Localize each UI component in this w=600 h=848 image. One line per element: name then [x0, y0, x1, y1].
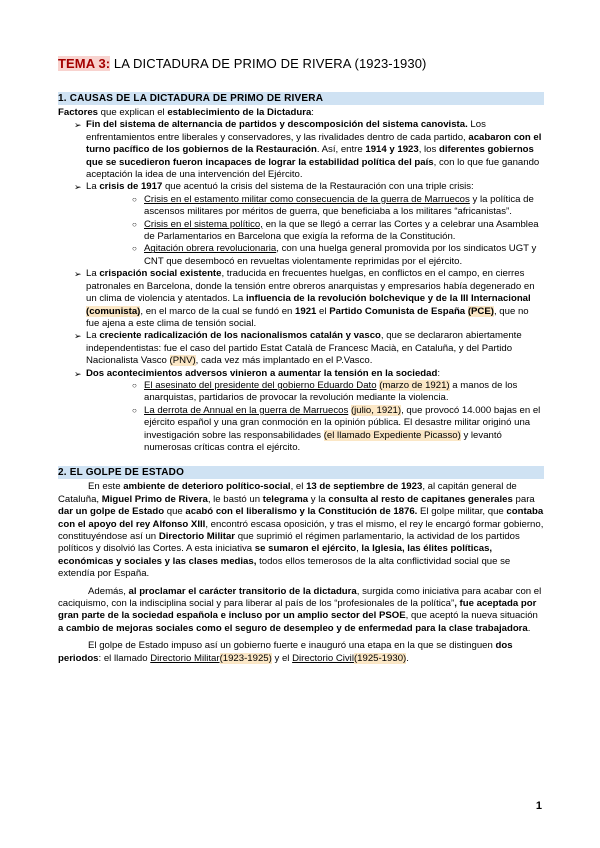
paragraph: En este ambiente de deterioro político-social, el 13 de septiembre de 1923, al capitán general de Cataluña, Miguel Primo de Rivera, le bastó un telegrama y la consulta al resto de capitanes generales para dar un golpe de Estado que acabó con el liberalismo y la Constitución de 1876. El golpe militar, que contaba con el apoyo del rey Alfonso XIII, encontró escasa oposición, y tras el mismo, el rey le encargó formar gobierno, constituyéndose así un Directorio Militar que suprimió el régimen parlamentario, la actividad de los partidos políticos y disolvió las Cortes. A esta iniciativa se sumaron el ejército, la Iglesia, las élites políticas, económicas y sociales y las clases medias, todos ellos temerosos de la alta conflictividad social que se extendía por España. — [58, 481, 544, 580]
circle-bullet-icon: ○ — [132, 219, 137, 229]
arrow-bullet-icon: ➢ — [74, 269, 82, 280]
sub-bullet-item: ○ Agitación obrera revolucionaria, con una huelga general promovida por los sindicatos UGT y CNT que desembocó en revueltas violentamente reprimidas por el ejército. — [132, 243, 537, 267]
paragraph: El golpe de Estado impuso así un gobierno fuerte e inauguró una etapa en la que se distinguen dos periodos: el llamado Directorio Militar(1923-1925) y el Directorio Civil(1925-1930). — [58, 640, 513, 664]
circle-bullet-icon: ○ — [132, 244, 137, 254]
circle-bullet-icon: ○ — [132, 380, 137, 390]
bullet-item: ➢ Dos acontecimientos adversos vinieron a aumentar la tensión en la sociedad: — [74, 367, 441, 379]
section-heading-2: 2. EL GOLPE DE ESTADO — [58, 466, 544, 479]
page-number: 1 — [535, 800, 542, 812]
sub-bullet-item: ○ Crisis en el estamento militar como consecuencia de la guerra de Marruecos y la política de ascensos militares por méritos de guerra, que beneficiaba a los militares “africanistas”. — [132, 193, 534, 218]
sub-bullet-item: ○ Crisis en el sistema político, en la que se llegó a cerrar las Cortes y a celebrar una Asamblea de Parlamentarios en Barcelona que exigía la reforma de la Constitución. — [132, 218, 539, 243]
section-1-intro: Factores que explican el establecimiento de la Dictadura: — [58, 107, 314, 118]
bullet-item: ➢ Fin del sistema de alternancia de partidos y descomposición del sistema canovista. Los enfrentamientos entre liberales y conservadores, y las rivalidades dentro de cada partido, acabaron con el turno pacífico de los gobiernos de la Restauración. Así, entre 1914 y 1923, los diferentes gobiernos que se sucedieron fueron incapaces de lograr la estabilidad política del país, con lo que fue ganando aceptación la idea de una intervención del Ejército. — [74, 119, 542, 181]
paragraph: Además, al proclamar el carácter transitorio de la dictadura, surgida como iniciativa para acabar con el caciquismo, con la indisciplina social y para liberar al país de los “profesionales de la política”, fue aceptada por gran parte de la sociedad española e incluso por un amplio sector del PSOE, que aceptó la nueva situación a cambio de mejoras sociales como el seguro de desempleo y de enfermedad para la clase trabajadora. — [58, 585, 542, 634]
bullet-item: ➢ La crisis de 1917 que acentuó la crisis del sistema de la Restauración con una triple crisis: — [74, 181, 474, 193]
arrow-bullet-icon: ➢ — [74, 182, 82, 193]
circle-bullet-icon: ○ — [132, 194, 137, 204]
title-number: TEMA 3: — [58, 56, 111, 71]
document-page — [58, 56, 544, 665]
page-title — [58, 56, 544, 71]
arrow-bullet-icon: ➢ — [74, 331, 82, 342]
circle-bullet-icon: ○ — [132, 405, 137, 415]
bullet-item: ➢ La creciente radicalización de los nacionalismos catalán y vasco, que se declararon abiertamente independentistas: fue el caso del partido Estat Català de Francesc Macià, en Cataluña, y del Partido Nacionalista Vasco (PNV), cada vez más implantado en el P.Vasco. — [74, 330, 522, 367]
section-heading-1: 1. CAUSAS DE LA DICTADURA DE PRIMO DE RIVERA — [58, 92, 544, 105]
sub-bullet-item: ○ La derrota de Annual en la guerra de Marruecos (julio, 1921), que provocó 14.000 bajas en el ejército español y una gran conmoción en la opinión pública. El desastre militar originó una investigación sobre las responsabilidades (el llamado Expediente Picasso) y levantó numerosas críticas contra el ejército. — [132, 404, 541, 453]
arrow-bullet-icon: ➢ — [74, 120, 82, 131]
bullet-item: ➢ La crispación social existente, traducida en frecuentes huelgas, en conflictos en el campo, en cierres patronales en Barcelona, donde la tensión entre obreros anarquistas y empresarios había degenerado en un clima de violencia y atentados. La influencia de la revolución bolchevique y de la III Internacional (comunista), en el marco de la cual se fundó en 1921 el Partido Comunista de España (PCE), que no fue ajena a este clima de tensión social. — [74, 268, 535, 329]
arrow-bullet-icon: ➢ — [74, 368, 82, 379]
sub-bullet-item: ○ El asesinato del presidente del gobierno Eduardo Dato (marzo de 1921) a manos de los anarquistas, partidarios de provocar la revolución mediante la violencia. — [132, 379, 518, 404]
title-text: LA DICTADURA DE PRIMO DE RIVERA (1923-1930) — [110, 56, 427, 71]
